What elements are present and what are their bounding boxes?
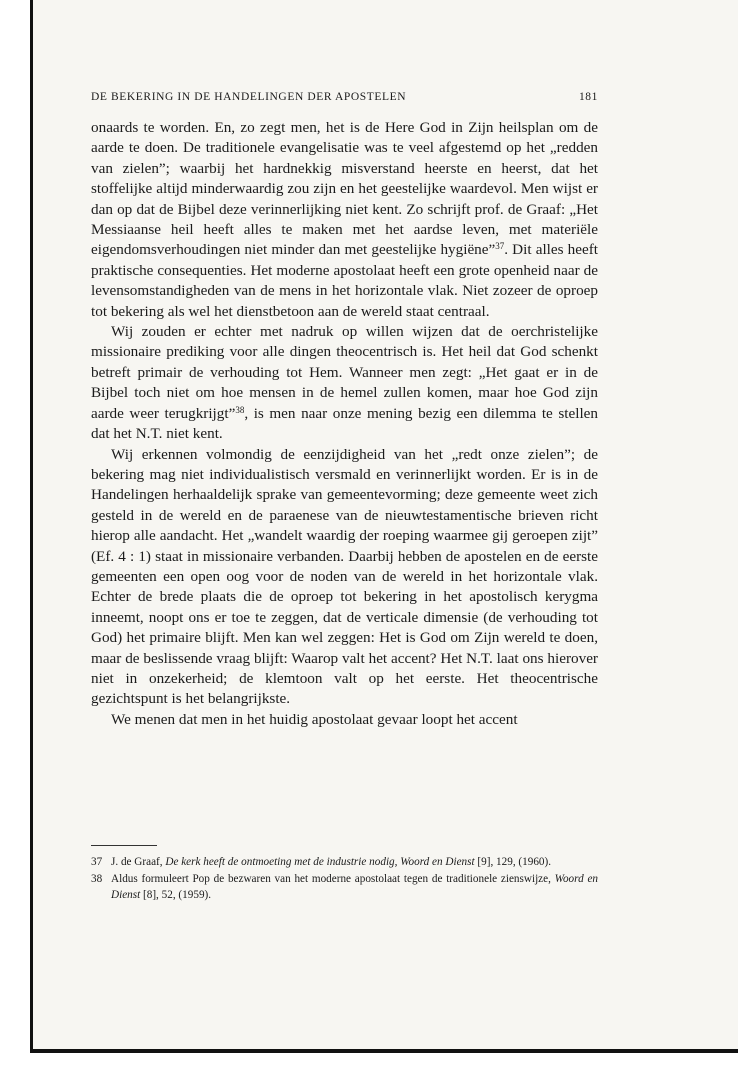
footnote-citation: [8], 52, (1959). [140,889,212,901]
footnote-citation: Aldus formuleert Pop de bezwaren van het moderne apostolaat tegen de traditionele zienswijze, [111,872,555,885]
paragraph-text: . Dit alles heeft praktische consequenties. Het moderne apostolaat heeft een grote openheid naar de levensomstandigheden van de mens in het horizontale vlak. Niet zozeer de oproep tot bekering als wel het dienstbetoon aan de wereld staat centraal. [91,241,599,320]
footnote-rule [91,845,157,846]
page-number: 181 [578,91,598,103]
paragraph-text: , is men naar onze mening bezig een dilemma te stellen dat het N.T. niet kent. [91,404,598,443]
paragraph-text: Wij zouden er echter met nadruk op willen wijzen dat de oerchristelijke missionaire prediking voor alle dingen theocentrisch is. Het heil dat God schenkt betreft primair de verhouding tot Hem. Wanneer men zegt: „Het gaat er in de Bijbel toch niet om hoe mensen in de hemel zullen komen, maar hoe God zijn aarde weer terugkrijgt” [91,323,598,422]
footnote-citation: [9], 129, (1960). [474,856,552,868]
paragraph [91,118,598,322]
footnote [91,871,598,904]
paragraph [91,322,598,444]
footnote-reference: 38 [235,404,245,415]
paragraph [91,710,598,730]
footnote-citation: J. de Graaf, [111,856,166,868]
paragraph-text: Wij erkennen volmondig de eenzijdigheid van het „redt onze zielen”; de bekering mag niet individualistisch versmald en verinnerlijkt worden. Er is in de Handelingen herhaaldelijk sprake van gemeentevorming; deze gemeente weet zich gesteld in de wereld en de paraenese van de nieuwtestamentische brieven richt hierop alle aandacht. Het „wandelt waardig der roeping waarmee gij geroepen zijt” (Ef. 4 : 1) staat in missionaire verbanden. Daarbij hebben de apostelen en de eerste gemeenten een open oog voor de noden van de wereld in het horizontale vlak. Echter de brede plaats die de oproep tot bekering in het apostolisch kerygma inneemt, noopt ons er toe te zeggen, dat de verticale dimensie (de verhouding tot God) het primaire blijft. Men kan wel zeggen: Het is God om Zijn wereld te doen, maar de beslissende vraag blijft: Waarop valt het accent? Het N.T. laat ons hierover niet in onzekerheid; de klemtoon valt op het eerste. Het theocentrische gezichtspunt is het belangrijkste. [91,445,598,708]
footnote-reference: 37 [495,241,505,252]
footnote-number: 38 [91,872,103,885]
running-head [91,91,598,103]
paragraph-text: onaards te worden. En, zo zegt men, het is de Here God in Zijn heilsplan om de aarde te doen. De traditionele evangelisatie was te veel afgestemd op het „redden van zielen”; waarbij het hardnekkig misverstand heerste en heerst, dat het stoffelijke altijd minderwaardig zou zijn en het geestelijke waardevol. Men wijst er dan op dat de Bijbel deze verinnerlijking niet kent. Zo schrijft prof. de Graaf: „Het Messiaanse heil heeft alles te maken met het aardse leven, met materiële eigendomsverhoudingen niet minder dan met geestelijke hygiëne” [91,119,598,259]
paragraph-text: We menen dat men in het huidig apostolaat gevaar loopt het accent [111,710,518,728]
running-title: DE BEKERING IN DE HANDELINGEN DER APOSTELEN [91,91,407,103]
footnote-text [111,871,598,904]
footnotes [91,854,598,904]
footnote-number: 37 [91,856,103,868]
footnote-title: De kerk heeft de ontmoeting met de industrie nodig, Woord en Dienst [165,856,475,868]
footnote [91,854,598,871]
scan-edge-bottom [30,1049,738,1053]
scan-edge-left [30,0,33,1052]
paragraph [91,445,598,710]
body-text [91,118,598,730]
footnote-text [111,854,598,871]
footnote-title: Woord en Dienst [111,872,598,901]
